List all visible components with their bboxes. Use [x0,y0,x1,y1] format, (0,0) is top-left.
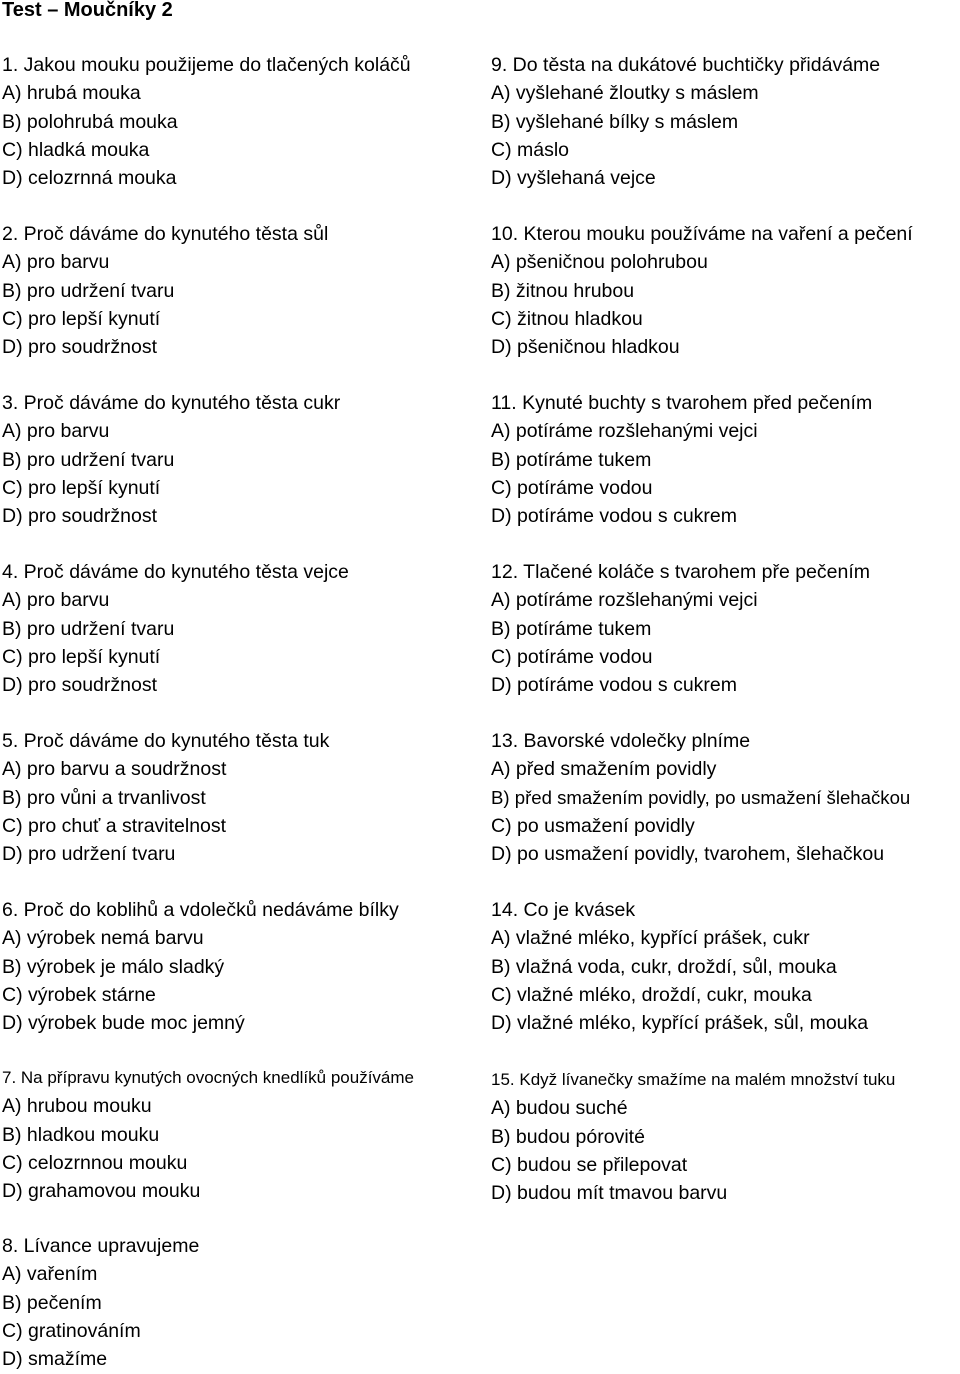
answer-b: B) potíráme tukem [491,448,652,471]
answer-a: A) potíráme rozšlehanými vejci [491,589,758,612]
answer-b: B) pro udržení tvaru [2,617,175,640]
answer-b: B) výrobek je málo sladký [2,955,225,978]
answer-a: A) potíráme rozšlehanými vejci [491,420,758,443]
answer-c: C) výrobek stárne [2,983,156,1006]
answer-b: B) polohrubá mouka [2,110,178,133]
answer-b: B) hladkou mouku [2,1123,160,1146]
answer-d: D) potíráme vodou s cukrem [491,674,738,696]
answer-a: A) pro barvu [2,589,110,612]
answer-a: A) vyšlehané žloutky s máslem [491,82,759,105]
answer-c: C) po usmažení povidly [491,814,695,837]
question-7 [2,1064,414,1205]
answer-d: D) výrobek bude moc jemný [2,1012,245,1034]
answer-b: B) žitnou hrubou [491,279,635,302]
question-11 [491,389,872,530]
answer-d: D) celozrnná mouka [2,167,177,189]
answer-d: D) potíráme vodou s cukrem [491,505,738,527]
question-3 [2,389,340,530]
question-text: 10. Kterou mouku používáme na vaření a pečení [491,223,913,245]
question-text: 11. Kynuté buchty s tvarohem před pečením [491,392,873,414]
question-2 [2,220,328,361]
answer-b: B) před smažením povidly, po usmažení šlehačkou [491,786,911,808]
answer-c: C) potíráme vodou [491,476,653,499]
answer-d: D) po usmažení povidly, tvarohem, šlehačkou [491,843,885,865]
answer-a: A) pšeničnou polohrubou [491,251,708,274]
answer-b: B) pro udržení tvaru [2,279,175,302]
answer-b: B) pro udržení tvaru [2,448,175,471]
answer-a: A) pro barvu [2,251,110,274]
answer-b: B) vyšlehané bílky s máslem [491,110,739,133]
answer-c: C) potíráme vodou [491,645,653,668]
answer-d: D) pro soudržnost [2,336,157,358]
question-1 [2,51,411,192]
question-text: 5. Proč dáváme do kynutého těsta tuk [2,730,330,752]
answer-d: D) vlažné mléko, kypřící prášek, sůl, mouka [491,1012,869,1034]
answer-a: A) vlažné mléko, kypřící prášek, cukr [491,927,810,950]
answer-c: C) budou se přilepovat [491,1153,688,1176]
answer-a: A) pro barvu a soudržnost [2,758,227,781]
question-6 [2,896,399,1037]
question-text: 1. Jakou mouku použijeme do tlačených koláčů [2,54,411,76]
question-text: 12. Tlačené koláče s tvarohem pře pečením [491,561,871,583]
question-13 [491,727,910,868]
answer-a: A) hrubá mouka [2,82,141,105]
answer-c: C) pro lepší kynutí [2,476,161,499]
answer-d: D) pro udržení tvaru [2,843,176,865]
answer-c: C) gratinováním [2,1319,141,1342]
answer-b: B) budou pórovité [491,1125,645,1148]
answer-d: D) smažíme [2,1348,108,1370]
question-text: 9. Do těsta na dukátové buchtičky přidáváme [491,54,881,76]
question-9 [491,51,880,192]
question-text: 6. Proč do koblihů a vdolečků nedáváme bílky [2,899,399,921]
answer-a: A) hrubou mouku [2,1095,152,1118]
answer-c: C) máslo [491,138,570,161]
question-8 [2,1232,199,1373]
question-text: 2. Proč dáváme do kynutého těsta sůl [2,223,329,245]
answer-a: A) budou suché [491,1097,628,1120]
answer-a: A) pro barvu [2,420,110,443]
answer-c: C) vlažné mléko, droždí, cukr, mouka [491,983,812,1006]
answer-d: D) pšeničnou hladkou [491,336,680,358]
answer-c: C) hladká mouka [2,138,150,161]
answer-d: D) vyšlehaná vejce [491,167,656,189]
question-4 [2,558,349,699]
question-text: 13. Bavorské vdolečky plníme [491,730,751,752]
answer-a: A) vařením [2,1263,98,1286]
answer-b: B) vlažná voda, cukr, droždí, sůl, mouka [491,955,837,978]
page-title: Test – Moučníky 2 [2,0,173,21]
question-text: 8. Lívance upravujeme [2,1235,200,1257]
question-text: 3. Proč dáváme do kynutého těsta cukr [2,392,341,414]
answer-c: C) pro lepší kynutí [2,645,161,668]
answer-a: A) před smažením povidly [491,758,717,781]
answer-d: D) pro soudržnost [2,674,157,696]
answer-c: C) pro chuť a stravitelnost [2,814,227,837]
question-5 [2,727,329,868]
answer-c: C) pro lepší kynutí [2,307,161,330]
answer-a: A) výrobek nemá barvu [2,927,204,950]
answer-b: B) pro vůni a trvanlivost [2,786,206,809]
question-text: 14. Co je kvásek [491,899,636,921]
question-text: 7. Na přípravu kynutých ovocných knedlíků používáme [2,1068,414,1087]
answer-c: C) žitnou hladkou [491,307,643,330]
answer-d: D) pro soudržnost [2,505,157,527]
answer-b: B) potíráme tukem [491,617,652,640]
question-text: 4. Proč dáváme do kynutého těsta vejce [2,561,349,583]
question-10 [491,220,913,361]
question-text: 15. Když lívanečky smažíme na malém množství tuku [491,1070,896,1089]
question-14 [491,896,868,1037]
answer-b: B) pečením [2,1291,102,1314]
answer-c: C) celozrnnou mouku [2,1151,188,1174]
answer-d: D) budou mít tmavou barvu [491,1182,728,1204]
answer-d: D) grahamovou mouku [2,1180,201,1202]
question-12 [491,558,870,699]
question-15 [491,1066,895,1207]
